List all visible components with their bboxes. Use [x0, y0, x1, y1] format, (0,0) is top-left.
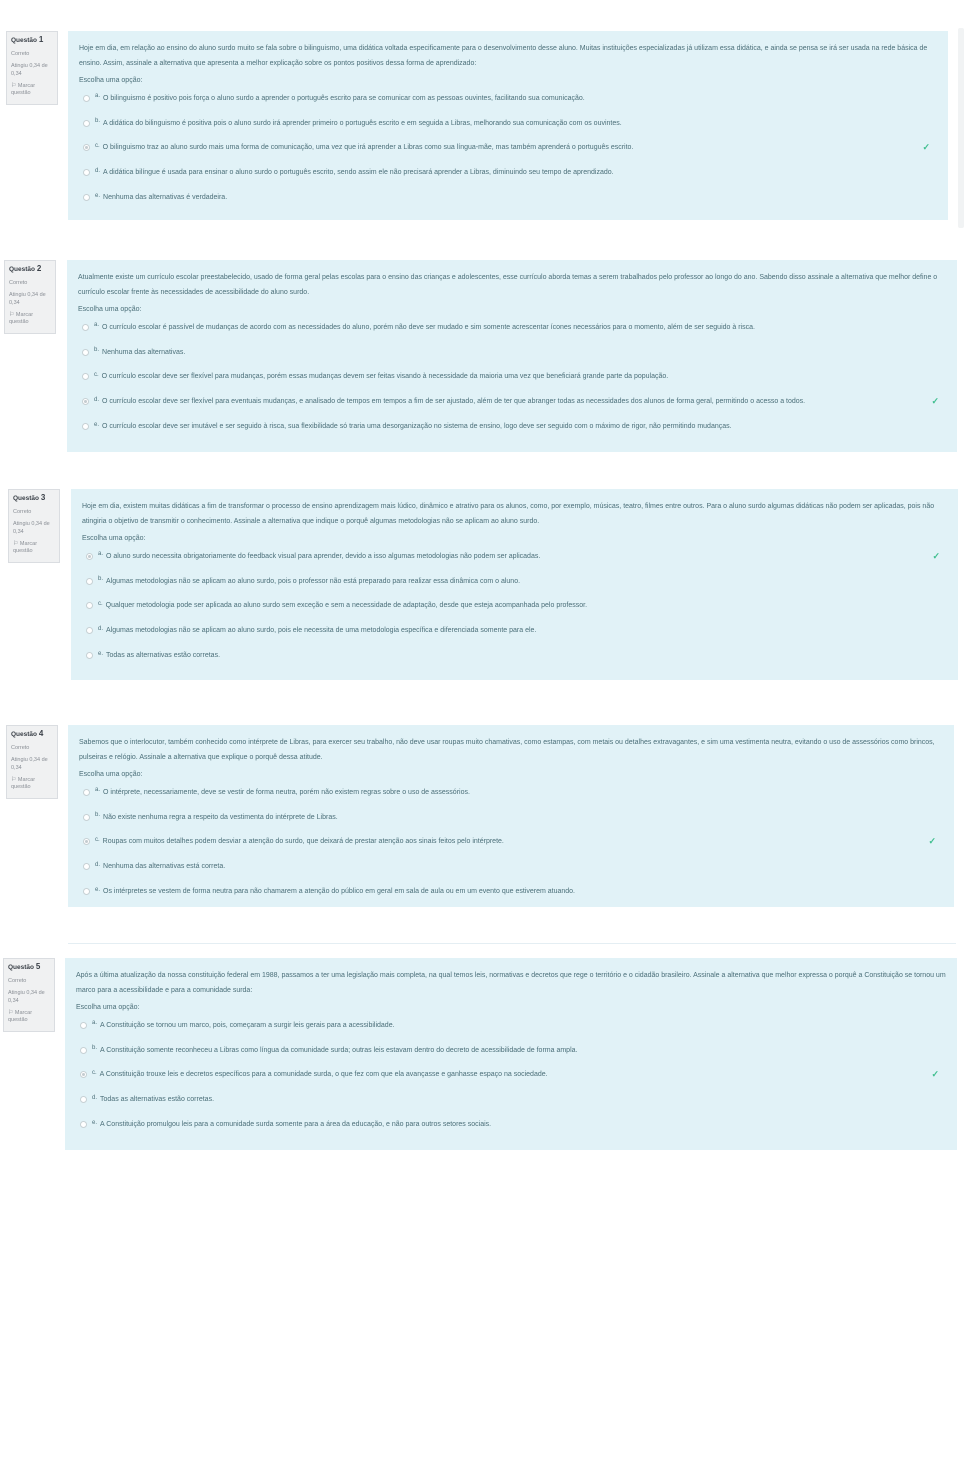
question-text: Sabemos que o interlocutor, também conhecido como intérprete de Libras, para exercer seu trabalho, não deve usar roupas muito chamativas, como estampas, com metais ou detalhes extravagantes, e sim uma vestimenta neutra, evitando o uso de assessórios como brincos, pulseiras e relógio. Assinale a alternativa que explique o porquê dessa atitude.	[79, 739, 935, 761]
correct-check-icon: ✓	[931, 396, 939, 407]
question-info	[6, 725, 58, 799]
answer-option-b[interactable]: b. A Constituição somente reconheceu a Libras como língua da comunidade surda; outras leis estavam dentro do decreto de acessibilidade de forma ampla.	[76, 1038, 946, 1063]
option-text: Nenhuma das alternativas está correta.	[103, 863, 226, 871]
flag-question-link[interactable]: ⚐ Marcar questão	[8, 1010, 33, 1024]
flag-icon: ⚐	[8, 1010, 14, 1017]
question-state: Correto	[11, 50, 30, 57]
radio-button[interactable]	[82, 349, 89, 356]
option-text: O aluno surdo necessita obrigatoriamente do feedback visual para aprender, devido a isso algumas metodologias não podem ser aplicadas.	[106, 552, 541, 560]
option-text: Todas as alternativas estão corretas.	[100, 1096, 215, 1104]
question-content	[65, 958, 957, 1150]
question-2	[4, 260, 957, 452]
flag-question-link[interactable]: ⚐ Marcar questão	[11, 83, 36, 97]
flag-icon: ⚐	[9, 312, 15, 319]
flag-icon: ⚐	[13, 541, 19, 548]
answer-option-e[interactable]: e. A Constituição promulgou leis para a comunidade surda somente para a área da educação, e não para outros setores sociais.	[76, 1112, 946, 1137]
question-grade: Atingiu 0,34 de 0,34	[13, 521, 50, 535]
answer-option-b[interactable]: b. Não existe nenhuma regra a respeito da vestimenta do intérprete de Libras.	[79, 805, 943, 830]
choose-option-label: Escolha uma opção:	[82, 535, 146, 542]
option-text: Algumas metodologias não se aplicam ao aluno surdo, pois ele necessita de uma metodologia específica e diferenciada somente para ele.	[106, 627, 537, 635]
question-state: Correto	[11, 744, 30, 751]
question-number: Questão 2	[9, 264, 42, 273]
answer-option-b[interactable]: b. Algumas metodologias não se aplicam ao aluno surdo, pois o professor não está preparado para realizar essa dinâmica com o aluno.	[82, 569, 947, 594]
answer-option-d[interactable]: d. Nenhuma das alternativas está correta.	[79, 854, 943, 879]
question-grade: Atingiu 0,34 de 0,34	[9, 292, 46, 306]
option-text: Nenhuma das alternativas é verdadeira.	[103, 194, 228, 202]
flag-question-link[interactable]: ⚐ Marcar questão	[11, 777, 36, 791]
question-number: Questão 1	[11, 35, 44, 44]
radio-button[interactable]	[83, 169, 90, 176]
correct-check-icon: ✓	[932, 550, 940, 561]
radio-button-selected[interactable]	[82, 398, 89, 405]
answer-option-c[interactable]: c. O currículo escolar deve ser flexível para mudanças, porém essas mudanças devem ser feitas visando à necessidade da maioria uma vez que beneficiará grande parte da população.	[78, 365, 946, 390]
option-text: A Constituição trouxe leis e decretos específicos para a comunidade surda, o que fez com que ela avançasse e ganhasse espaço na sociedade.	[99, 1071, 548, 1079]
radio-button[interactable]	[82, 373, 89, 380]
option-text: O bilinguismo traz ao aluno surdo mais uma forma de comunicação, uma vez que irá aprender a Libras como sua língua-mãe, mas também aprenderá o português escrito.	[102, 144, 634, 152]
page-scrollbar[interactable]	[958, 28, 964, 228]
option-text: Roupas com muitos detalhes podem desviar a atenção do surdo, que deixará de prestar atenção aos sinais feitos pelo intérprete.	[102, 838, 504, 846]
answer-option-c[interactable]: c. Roupas com muitos detalhes podem desviar a atenção do surdo, que deixará de prestar atenção aos sinais feitos pelo intérprete. ✓	[79, 830, 943, 855]
choose-option-label: Escolha uma opção:	[78, 306, 142, 313]
radio-button[interactable]	[80, 1096, 87, 1103]
answer-option-a[interactable]: a. O bilinguismo é positivo pois força o aluno surdo a aprender o português escrito para se comunicar com as pessoas ouvintes, facilitando sua comunicação.	[79, 86, 937, 111]
answer-option-d[interactable]: d. O currículo escolar deve ser flexível para eventuais mudanças, e analisado de tempos em tempos a fim de ser ajustado, além de ter que abranger todas as necessidades dos alunos de forma geral, permitindo o acesso a todos. ✓	[78, 389, 946, 414]
question-state: Correto	[8, 977, 27, 984]
answer-option-d[interactable]: d. A didática bilíngue é usada para ensinar o aluno surdo o português escrito, sendo assim ele não precisará aprender a Libras, diminuindo seu tempo de aprendizado.	[79, 160, 937, 185]
choose-option-label: Escolha uma opção:	[79, 771, 143, 778]
question-content	[67, 260, 957, 452]
radio-button[interactable]	[86, 652, 93, 659]
radio-button[interactable]	[86, 627, 93, 634]
question-number: Questão 5	[8, 962, 41, 971]
flag-question-link[interactable]: ⚐ Marcar questão	[9, 312, 34, 326]
answer-option-d[interactable]: d. Todas as alternativas estão corretas.	[76, 1087, 946, 1112]
question-number: Questão 4	[11, 729, 44, 738]
answer-option-d[interactable]: d. Algumas metodologias não se aplicam ao aluno surdo, pois ele necessita de uma metodologia específica e diferenciada somente para ele.	[82, 618, 947, 643]
radio-button[interactable]	[86, 578, 93, 585]
answer-option-a[interactable]: a. O aluno surdo necessita obrigatoriamente do feedback visual para aprender, devido a isso algumas metodologias não podem ser aplicadas. ✓	[82, 544, 947, 569]
radio-button[interactable]	[86, 602, 93, 609]
question-text: Após a última atualização da nossa constituição federal em 1988, passamos a ter uma legislação mais completa, na qual temos leis, normativas e decretos que rege o território e o cidadão brasileiro. Assinale a alternativa que melhor expressa o porquê a Constituição se tornou um marco para a acessibilidade e para a comunidade surda:	[76, 972, 946, 994]
radio-button[interactable]	[83, 194, 90, 201]
option-text: Qualquer metodologia pode ser aplicada ao aluno surdo sem exceção e sem a necessidade de adaptação, desde que esteja acompanhada pelo professor.	[105, 602, 588, 610]
divider	[68, 943, 956, 944]
question-number: Questão 3	[13, 493, 46, 502]
question-grade: Atingiu 0,34 de 0,34	[8, 990, 45, 1004]
answer-options	[76, 1013, 946, 1137]
answer-options	[82, 544, 947, 668]
question-content	[71, 489, 958, 680]
question-grade: Atingiu 0,34 de 0,34	[11, 63, 48, 77]
answer-option-c[interactable]: c. Qualquer metodologia pode ser aplicada ao aluno surdo sem exceção e sem a necessidade de adaptação, desde que esteja acompanhada pelo professor.	[82, 594, 947, 619]
option-text: O currículo escolar é passível de mudanças de acordo com as necessidades do aluno, porém não deve ser mudado e sim somente acrescentar ícones necessários para o momento, além de ser seguido à risca.	[102, 323, 755, 331]
option-text: A Constituição promulgou leis para a comunidade surda somente para a área da educação, e não para outros setores sociais.	[100, 1121, 492, 1129]
option-text: A didática bilíngue é usada para ensinar o aluno surdo o português escrito, sendo assim ele não precisará aprender a Libras, diminuindo seu tempo de aprendizado.	[103, 169, 614, 177]
answer-option-e[interactable]: e. Nenhuma das alternativas é verdadeira.	[79, 185, 937, 210]
radio-button[interactable]	[83, 863, 90, 870]
option-text: Nenhuma das alternativas.	[102, 348, 186, 356]
question-grade: Atingiu 0,34 de 0,34	[11, 757, 48, 771]
question-text: Hoje em dia, existem muitas didáticas a fim de transformar o processo de ensino aprendizagem mais lúdico, dinâmico e atrativo para os alunos, como, por exemplo, músicas, teatro, filmes entre outros. Para o aluno surdo algumas didáticas não podem ser aplicadas, pois não atingiria o objetivo de transmitir o conhecimento. Assinale a alternativa que indique o porquê algumas metodologias não se aplicam ao aluno surdo.	[82, 503, 935, 525]
question-state: Correto	[9, 279, 28, 286]
option-text: O currículo escolar deve ser flexível para mudanças, porém essas mudanças devem ser feitas visando à necessidade da maioria uma vez que beneficiará grande parte da população.	[101, 373, 669, 381]
question-content	[68, 725, 954, 907]
flag-question-link[interactable]: ⚐ Marcar questão	[13, 541, 38, 555]
question-3	[8, 489, 958, 680]
option-text: O currículo escolar deve ser imutável e ser seguido à risca, sua flexibilidade só traria uma desorganização no sistema de ensino, logo deve ser seguido com o máximo de rigor, não permitindo mudanças.	[102, 423, 732, 431]
question-text: Atualmente existe um currículo escolar preestabelecido, usado de forma geral pelas escolas para o ensino das crianças e adolescentes, esse currículo aborda temas a serem trabalhados pelo professor ao longo do ano. Sabendo disso assinale a alternativa que melhor define o currículo escolar frente às necessidades de acessibilidade do aluno surdo.	[78, 274, 938, 296]
radio-button[interactable]	[83, 95, 90, 102]
answer-options	[79, 780, 943, 904]
question-state: Correto	[13, 508, 32, 515]
question-info	[4, 260, 56, 334]
question-5	[3, 958, 957, 1150]
option-text: O bilinguismo é positivo pois força o aluno surdo a aprender o português escrito para se comunicar com as pessoas ouvintes, facilitando sua comunicação.	[103, 94, 585, 102]
flag-icon: ⚐	[11, 777, 17, 784]
radio-button[interactable]	[83, 789, 90, 796]
option-text: O intérprete, necessariamente, deve se vestir de forma neutra, porém não existem regras sobre o uso de assessórios.	[103, 788, 470, 796]
option-text: Os intérpretes se vestem de forma neutra para não chamarem a atenção do público em geral em sala de aula ou em um evento que estiverem atuando.	[103, 888, 576, 896]
radio-button-selected[interactable]	[86, 553, 93, 560]
option-text: Algumas metodologias não se aplicam ao aluno surdo, pois o professor não está preparado para realizar essa dinâmica com o aluno.	[106, 577, 521, 585]
choose-option-label: Escolha uma opção:	[79, 77, 143, 84]
answer-option-b[interactable]: b. A didática do bilinguismo é positiva pois o aluno surdo irá aprender primeiro o português escrito e em seguida a Libras, melhorando sua comunicação com os ouvintes.	[79, 111, 937, 136]
radio-button-selected[interactable]	[83, 144, 90, 151]
question-text: Hoje em dia, em relação ao ensino do aluno surdo muito se fala sobre o bilinguismo, uma didática voltada especificamente para o desenvolvimento desse aluno. Muitas instituições especializadas já utilizam essa didática, e ainda se pensa se irá ser usada na rede básica de ensino. Assim, assinale a alternativa que apresenta a melhor explicação sobre os pontos positivos dessa forma de aprendizado:	[79, 45, 928, 67]
question-content	[68, 31, 948, 220]
answer-option-c[interactable]: c. A Constituição trouxe leis e decretos específicos para a comunidade surda, o que fez com que ela avançasse e ganhasse espaço na sociedade. ✓	[76, 1063, 946, 1088]
radio-button[interactable]	[83, 814, 90, 821]
option-text: O currículo escolar deve ser flexível para eventuais mudanças, e analisado de tempos em tempos a fim de ser ajustado, além de ter que abranger todas as necessidades dos alunos de forma geral, permitindo o acesso a todos.	[102, 398, 806, 406]
answer-options	[78, 315, 946, 439]
answer-option-e[interactable]: e. Todas as alternativas estão corretas.	[82, 643, 947, 668]
radio-button[interactable]	[83, 888, 90, 895]
answer-option-b[interactable]: b. Nenhuma das alternativas.	[78, 340, 946, 365]
question-info	[3, 958, 55, 1032]
answer-option-a[interactable]: a. O intérprete, necessariamente, deve se vestir de forma neutra, porém não existem regras sobre o uso de assessórios.	[79, 780, 943, 805]
option-text: Todas as alternativas estão corretas.	[106, 652, 221, 660]
answer-option-a[interactable]: a. O currículo escolar é passível de mudanças de acordo com as necessidades do aluno, porém não deve ser mudado e sim somente acrescentar ícones necessários para o momento, além de ser seguido à risca.	[78, 315, 946, 340]
correct-check-icon: ✓	[931, 1069, 939, 1080]
question-info	[8, 489, 60, 563]
radio-button[interactable]	[80, 1022, 87, 1029]
option-text: Não existe nenhuma regra a respeito da vestimenta do intérprete de Libras.	[103, 813, 338, 821]
option-text: A Constituição se tornou um marco, pois, começaram a surgir leis gerais para a acessibilidade.	[100, 1021, 395, 1029]
choose-option-label: Escolha uma opção:	[76, 1004, 140, 1011]
flag-icon: ⚐	[11, 83, 17, 90]
radio-button[interactable]	[82, 324, 89, 331]
question-info	[6, 31, 58, 105]
radio-button[interactable]	[83, 120, 90, 127]
radio-button[interactable]	[80, 1047, 87, 1054]
question-4	[6, 725, 954, 907]
radio-button-selected[interactable]	[83, 838, 90, 845]
radio-button[interactable]	[80, 1121, 87, 1128]
correct-check-icon: ✓	[928, 836, 936, 847]
correct-check-icon: ✓	[922, 142, 930, 153]
radio-button[interactable]	[82, 423, 89, 430]
answer-option-a[interactable]: a. A Constituição se tornou um marco, pois, começaram a surgir leis gerais para a acessibilidade.	[76, 1013, 946, 1038]
answer-option-e[interactable]: e. O currículo escolar deve ser imutável e ser seguido à risca, sua flexibilidade só traria uma desorganização no sistema de ensino, logo deve ser seguido com o máximo de rigor, não permitindo mudanças.	[78, 414, 946, 439]
option-text: A Constituição somente reconheceu a Libras como língua da comunidade surda; outras leis estavam dentro do decreto de acessibilidade de forma ampla.	[100, 1046, 578, 1054]
question-1	[6, 31, 948, 220]
answer-option-c[interactable]: c. O bilinguismo traz ao aluno surdo mais uma forma de comunicação, uma vez que irá aprender a Libras como sua língua-mãe, mas também aprenderá o português escrito. ✓	[79, 136, 937, 161]
option-text: A didática do bilinguismo é positiva pois o aluno surdo irá aprender primeiro o português escrito e em seguida a Libras, melhorando sua comunicação com os ouvintes.	[103, 119, 622, 127]
answer-options	[79, 86, 937, 210]
radio-button-selected[interactable]	[80, 1071, 87, 1078]
answer-option-e[interactable]: e. Os intérpretes se vestem de forma neutra para não chamarem a atenção do público em geral em sala de aula ou em um evento que estiverem atuando.	[79, 879, 943, 904]
